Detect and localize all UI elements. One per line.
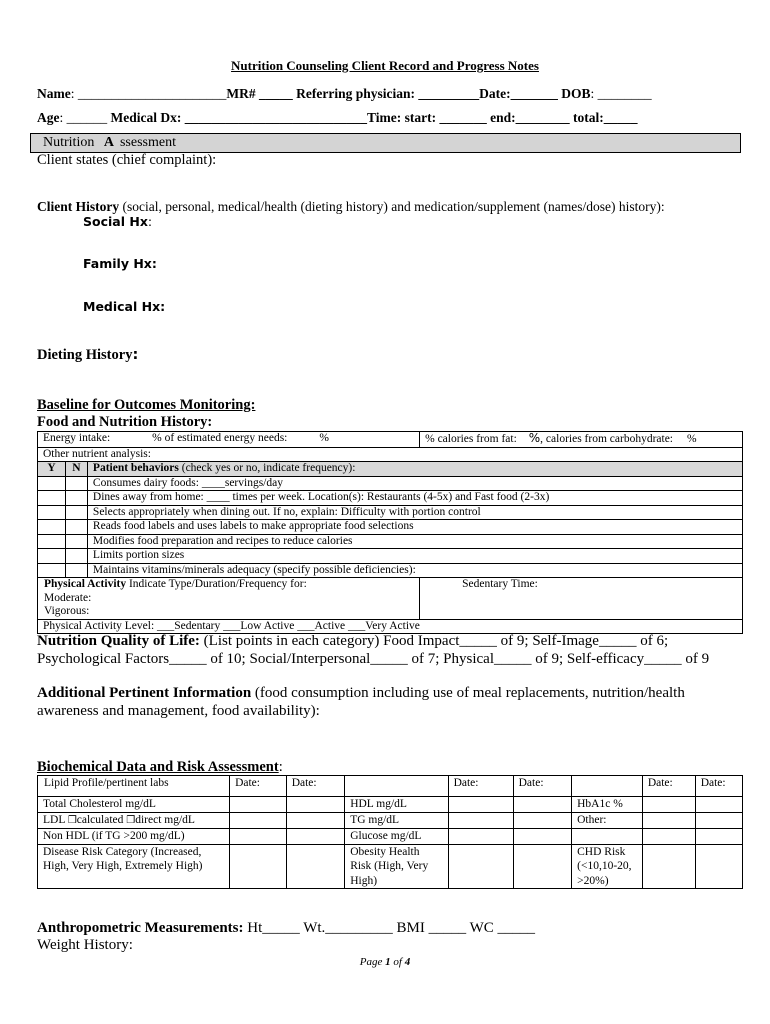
dob-field[interactable]: : ________ <box>590 86 652 101</box>
medical-hx-label: Medical Hx: <box>83 299 166 314</box>
value-cell[interactable] <box>642 844 695 889</box>
additional-info-label: Additional Pertinent Information <box>37 685 252 701</box>
age-field[interactable]: : ______ <box>59 110 108 125</box>
behaviors-header-cell <box>87 462 742 477</box>
other-nutrient-cell[interactable]: Other nutrient analysis: <box>38 447 743 462</box>
col-no-header: N <box>65 462 87 477</box>
value-cell[interactable] <box>230 829 287 845</box>
dieting-history-label <box>37 347 138 364</box>
sedentary-time-cell[interactable]: Sedentary Time: <box>420 578 743 620</box>
client-history-label: Client History <box>37 199 120 214</box>
weight-history-label: Weight History: <box>37 937 133 953</box>
food-nutrition-history-heading: Food and Nutrition History: <box>37 414 213 430</box>
behavior-text: Consumes dairy foods: ____servings/day <box>87 476 742 491</box>
height-label: Ht <box>243 920 263 936</box>
social-hx-text: Social Hx <box>83 214 148 229</box>
pct-energy-label: % of estimated energy needs: <box>152 432 288 444</box>
dieting-history-text: Dieting History <box>37 347 133 363</box>
behavior-no-cell[interactable] <box>65 491 87 506</box>
food-nutrition-table <box>37 431 743 634</box>
behavior-row <box>38 563 743 578</box>
date-cell[interactable]: Date: <box>695 776 742 797</box>
pa-note: Indicate Type/Duration/Frequency for: <box>126 578 307 590</box>
value-cell[interactable] <box>513 797 572 813</box>
behavior-yes-cell[interactable] <box>38 534 66 549</box>
page-total: 4 <box>404 956 411 968</box>
behaviors-label: Patient behaviors <box>92 462 179 474</box>
pct-fat-carb-cell[interactable] <box>420 432 743 448</box>
page-title: Nutrition Counseling Client Record and Progress Notes <box>231 58 539 73</box>
date-cell[interactable]: Date: <box>513 776 572 797</box>
other-nutrient-row <box>38 447 743 462</box>
value-cell[interactable] <box>642 797 695 813</box>
bio-row <box>38 829 743 845</box>
anthropometric-line <box>37 920 535 937</box>
quality-of-life-paragraph <box>37 633 737 668</box>
ldl-direct-text: direct mg/dL <box>135 813 195 826</box>
value-cell[interactable] <box>448 797 513 813</box>
pct-carb-sign: % <box>528 431 541 445</box>
behavior-row <box>38 520 743 535</box>
pa-level-row <box>38 619 743 634</box>
behavior-row <box>38 534 743 549</box>
pct-carb-label: , calories from carbohydrate: <box>540 433 674 445</box>
pct-energy-sign: % <box>319 432 329 444</box>
behavior-row <box>38 549 743 564</box>
physical-activity-row <box>38 578 743 620</box>
behavior-text: Dines away from home: ____ times per week. Location(s): Restaurants (4-5x) and Fast food (2-3x) <box>87 491 742 506</box>
value-cell[interactable] <box>286 812 345 829</box>
date-field[interactable]: :_______ <box>506 86 558 101</box>
value-cell[interactable] <box>286 829 345 845</box>
behavior-yes-cell[interactable] <box>38 476 66 491</box>
value-cell[interactable] <box>286 797 345 813</box>
header-line-2 <box>37 110 637 126</box>
energy-intake-cell[interactable] <box>38 432 420 448</box>
client-history-desc: (social, personal, medical/health (dieting history) and medication/supplement (names/dose) history): <box>119 199 665 214</box>
lipid-profile-label: Lipid Profile/pertinent labs <box>38 776 230 797</box>
mr-field[interactable]: MR# _____ <box>226 86 293 101</box>
family-hx-label: Family Hx: <box>83 256 157 271</box>
dieting-history-colon: : <box>132 347 139 363</box>
glucose-label: Glucose mg/dL <box>345 829 448 845</box>
page-pre: Page <box>359 956 386 968</box>
physical-activity-cell[interactable] <box>38 578 420 620</box>
bio-header-row <box>38 776 743 797</box>
bio-row <box>38 844 743 889</box>
value-cell[interactable] <box>695 797 742 813</box>
value-cell[interactable] <box>513 844 572 889</box>
behavior-no-cell[interactable] <box>65 549 87 564</box>
pa-level-cell[interactable]: Physical Activity Level: ___Sedentary ___Low Active ___Active ___Very Active <box>38 619 743 634</box>
ldl-direct-checkbox[interactable]: ❒ <box>126 814 136 826</box>
qol-label: Nutrition Quality of Life: <box>37 633 200 649</box>
behavior-yes-cell[interactable] <box>38 563 66 578</box>
value-cell[interactable] <box>448 829 513 845</box>
baseline-heading: Baseline for Outcomes Monitoring: <box>37 397 256 413</box>
hba1c-label: HbA1c % <box>572 797 643 813</box>
behavior-no-cell[interactable] <box>65 505 87 520</box>
value-cell[interactable] <box>230 812 287 829</box>
age-label: Age <box>37 110 60 125</box>
date-cell[interactable]: Date: <box>642 776 695 797</box>
pa-label: Physical Activity <box>44 578 127 590</box>
value-cell[interactable] <box>230 797 287 813</box>
page-mid: of <box>390 956 405 968</box>
non-hdl-label: Non HDL (if TG >200 mg/dL) <box>38 829 230 845</box>
time-fields[interactable]: : start: _______ end:________ total:_____ <box>396 110 638 125</box>
value-cell[interactable] <box>286 844 345 889</box>
value-cell[interactable] <box>695 829 742 845</box>
disease-risk-label: Disease Risk Category (Increased, High, Very High, Extremely High) <box>38 844 230 889</box>
ldl-label <box>38 812 230 829</box>
value-cell[interactable] <box>448 844 513 889</box>
value-cell[interactable] <box>230 844 287 889</box>
value-cell[interactable] <box>642 829 695 845</box>
date-cell[interactable]: Date: <box>448 776 513 797</box>
social-hx-label <box>83 214 152 229</box>
behavior-no-cell[interactable] <box>65 476 87 491</box>
behavior-row <box>38 476 743 491</box>
pct-fat-label: % calories from fat: <box>425 433 517 445</box>
value-cell[interactable] <box>513 812 572 829</box>
qol-text: (List points in each category) Food Impact_____ of 9; Self-Image_____ of 6; Psychological Factors_____ of 10; Social/Interpersonal_____ of 7; Physical_____ of 9; Self-efficacy_____ of 9 <box>37 633 710 667</box>
behavior-text: Reads food labels and uses labels to make appropriate food selections <box>87 520 742 535</box>
obesity-risk-label: Obesity Health Risk (High, Very High) <box>345 844 448 889</box>
behavior-text: Selects appropriately when dining out. If no, explain: Difficulty with portion control <box>87 505 742 520</box>
blank-header-cell <box>345 776 448 797</box>
value-cell[interactable] <box>642 812 695 829</box>
behavior-yes-cell[interactable] <box>38 491 66 506</box>
biochemical-colon: : <box>278 759 283 775</box>
other-label: Other: <box>572 812 643 829</box>
behaviors-header-row <box>38 462 743 477</box>
date-cell[interactable]: Date: <box>286 776 345 797</box>
name-label: Name <box>37 86 71 101</box>
behavior-no-cell[interactable] <box>65 520 87 535</box>
value-cell[interactable] <box>448 812 513 829</box>
chief-complaint-label: Client states (chief complaint): <box>37 152 217 168</box>
pct-carb-end: % <box>687 433 697 445</box>
behavior-no-cell[interactable] <box>65 563 87 578</box>
page-footer <box>0 956 770 968</box>
col-yes-header: Y <box>38 462 66 477</box>
header-line-1 <box>37 86 652 102</box>
biochemical-heading-text: Biochemical Data and Risk Assessment <box>37 759 279 775</box>
bio-row <box>38 812 743 829</box>
hdl-label: HDL mg/dL <box>345 797 448 813</box>
medical-dx-field[interactable]: Medical Dx: ___________________________ <box>107 110 367 125</box>
date-cell[interactable]: Date: <box>230 776 287 797</box>
energy-intake-row <box>38 432 743 448</box>
behavior-yes-cell[interactable] <box>38 505 66 520</box>
total-chol-label: Total Cholesterol mg/dL <box>38 797 230 813</box>
behavior-text: Modifies food preparation and recipes to reduce calories <box>87 534 742 549</box>
client-history-line <box>37 199 665 215</box>
value-cell[interactable] <box>695 812 742 829</box>
chd-risk-label: CHD Risk (<10,10-20, >20%) <box>572 844 643 889</box>
nutrition-assessment-header <box>30 133 741 153</box>
na-heading-pre: Nutrition <box>43 135 98 150</box>
bio-row <box>38 797 743 813</box>
time-label: Time <box>367 110 397 125</box>
additional-info-text: (food consumption including use of meal replacements, nutrition/health awareness and management, food availability): <box>37 685 685 719</box>
additional-info-paragraph <box>37 685 737 720</box>
ldl-calculated-checkbox[interactable]: ❒ <box>67 814 77 826</box>
vigorous-label: Vigorous: <box>44 605 90 617</box>
biochemical-heading <box>37 759 283 776</box>
behaviors-note: (check yes or no, indicate frequency): <box>178 462 356 474</box>
anthropometric-label: Anthropometric Measurements: <box>37 920 244 936</box>
name-field[interactable]: : ______________________ <box>70 86 227 101</box>
anthropometric-fields[interactable]: _____ Wt._________ BMI _____ WC _____ <box>262 920 536 936</box>
blank-cell <box>572 829 643 845</box>
behavior-text: Limits portion sizes <box>87 549 742 564</box>
na-heading-post: ssessment <box>119 135 176 150</box>
referring-physician-field[interactable]: Referring physician: _________ <box>292 86 480 101</box>
behavior-yes-cell[interactable] <box>38 520 66 535</box>
value-cell[interactable] <box>513 829 572 845</box>
ldl-calculated-text: calculated <box>76 813 127 826</box>
tg-label: TG mg/dL <box>345 812 448 829</box>
ldl-text: LDL <box>43 813 68 826</box>
na-heading-a: A <box>103 135 114 150</box>
blank-header-cell <box>572 776 643 797</box>
energy-intake-label: Energy intake: <box>43 432 111 444</box>
behavior-no-cell[interactable] <box>65 534 87 549</box>
behavior-row <box>38 491 743 506</box>
page-number: 1 <box>385 956 391 968</box>
behavior-yes-cell[interactable] <box>38 549 66 564</box>
date-label: Date <box>479 86 507 101</box>
dob-label: DOB <box>561 86 591 101</box>
social-hx-colon: : <box>147 214 153 229</box>
behavior-text: Maintains vitamins/minerals adequacy (specify possible deficiencies): <box>87 563 742 578</box>
moderate-label: Moderate: <box>44 591 92 604</box>
behavior-row <box>38 505 743 520</box>
value-cell[interactable] <box>695 844 742 889</box>
biochemical-table <box>37 775 743 889</box>
